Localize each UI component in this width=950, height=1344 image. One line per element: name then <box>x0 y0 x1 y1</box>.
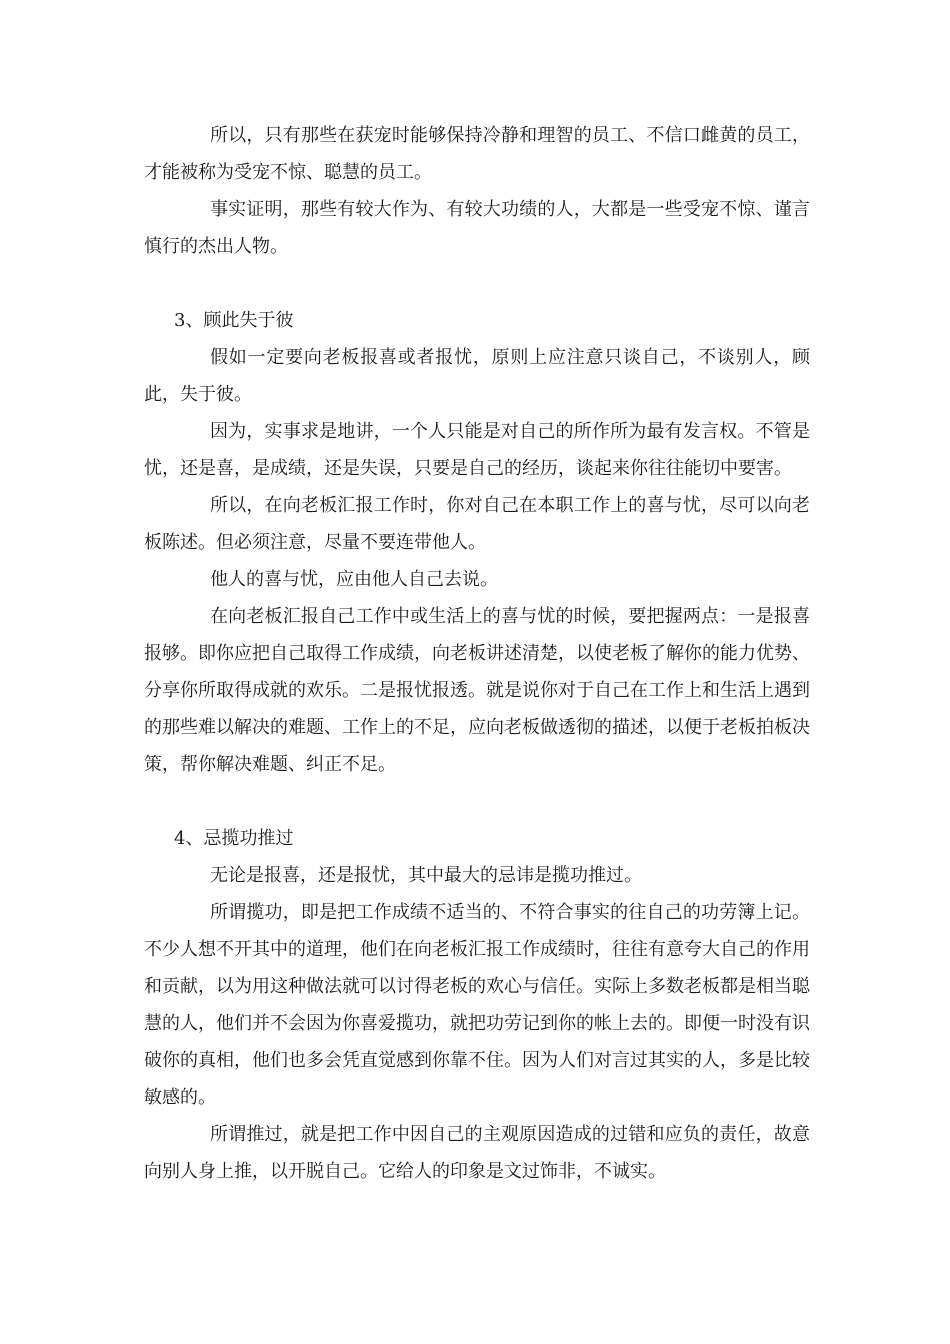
blank-line <box>144 265 810 302</box>
paragraph: 所以，只有那些在获宠时能够保持冷静和理智的员工、不信口雌黄的员工，才能被称为受宠不惊、聪慧的员工。 <box>144 125 810 183</box>
paragraph: 假如一定要向老板报喜或者报忧，原则上应注意只谈自己，不谈别人，顾此，失于彼。 <box>144 347 810 405</box>
paragraph: 所谓推过，就是把工作中因自己的主观原因造成的过错和应负的责任，故意向别人身上推，以开脱自己。它给人的印象是文过饰非，不诚实。 <box>144 1124 810 1182</box>
paragraph: 在向老板汇报自己工作中或生活上的喜与忧的时候，要把握两点：一是报喜报够。即你应把自己取得工作成绩，向老板讲述清楚，以使老板了解你的能力优势、分享你所取得成就的欢乐。二是报忧报透。就是说你对于自己在工作上和生活上遇到的那些难以解决的难题、工作上的不足，应向老板做透彻的描述，以便于老板拍板决策，帮你解决难题、纠正不足。 <box>144 606 810 775</box>
section-heading: 4、忌揽功推过 <box>174 828 294 849</box>
blank-line <box>144 783 810 820</box>
paragraph: 因为，实事求是地讲，一个人只能是对自己的所作所为最有发言权。不管是忧，还是喜，是成绩，还是失误，只要是自己的经历，谈起来你往往能切中要害。 <box>144 421 810 479</box>
paragraph: 他人的喜与忧，应由他人自己去说。 <box>210 569 498 590</box>
paragraph: 事实证明，那些有较大作为、有较大功绩的人，大都是一些受宠不惊、谨言慎行的杰出人物。 <box>144 199 810 257</box>
paragraph: 所以，在向老板汇报工作时，你对自己在本职工作上的喜与忧，尽可以向老板陈述。但必须注意，尽量不要连带他人。 <box>144 495 810 553</box>
document-body <box>144 117 810 1190</box>
section-heading: 3、顾此失于彼 <box>174 310 294 331</box>
paragraph: 所谓揽功，即是把工作成绩不适当的、不符合事实的往自己的功劳簿上记。不少人想不开其中的道理，他们在向老板汇报工作成绩时，往往有意夸大自己的作用和贡献，以为用这种做法就可以讨得老板的欢心与信任。实际上多数老板都是相当聪慧的人，他们并不会因为你喜爱揽功，就把功劳记到你的帐上去的。即便一时没有识破你的真相，他们也多会凭直觉感到你靠不住。因为人们对言过其实的人，多是比较敏感的。 <box>144 902 810 1108</box>
paragraph: 无论是报喜，还是报忧，其中最大的忌讳是揽功推过。 <box>210 865 642 886</box>
